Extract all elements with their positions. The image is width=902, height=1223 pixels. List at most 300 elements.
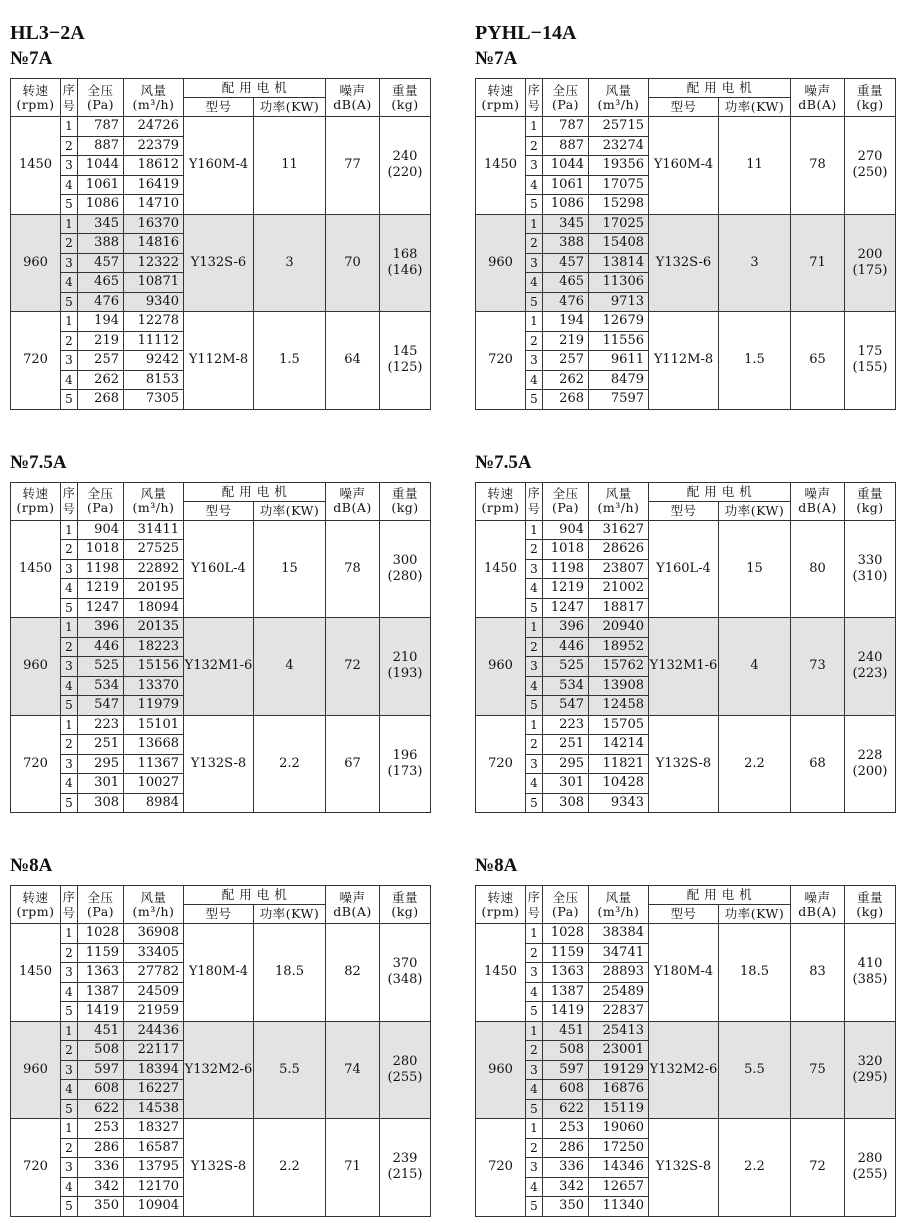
flow-cell: 28893 (589, 963, 649, 983)
header-pressure (543, 79, 589, 117)
header-motor-text: 配 用 电 机 (221, 80, 288, 95)
header-pressure-text: 全压 (87, 889, 114, 905)
seq-cell: 2 (526, 540, 543, 560)
header-motor-model-text: 型号 (670, 502, 697, 518)
flow-cell: 19129 (589, 1060, 649, 1080)
motor-power-cell: 2.2 (254, 715, 326, 813)
noise-cell: 67 (326, 715, 380, 813)
header-motor (649, 482, 791, 501)
header-pressure-text: (Pa) (86, 96, 115, 112)
noise-cell: 82 (326, 924, 380, 1022)
seq-cell: 1 (61, 1119, 78, 1139)
header-weight (380, 79, 431, 117)
pressure-cell: 268 (543, 390, 589, 410)
header-weight (380, 886, 431, 924)
seq-cell: 2 (61, 1041, 78, 1061)
pressure-cell: 622 (78, 1099, 124, 1119)
noise-cell: 71 (791, 214, 845, 312)
header-pressure-text: 全压 (87, 82, 114, 98)
weight-alt-value: (250) (852, 165, 888, 181)
noise-cell: 78 (791, 117, 845, 215)
flow-cell: 13668 (124, 735, 184, 755)
weight-cell (380, 1021, 431, 1119)
header-speed-text: 转速 (487, 486, 514, 501)
flow-cell: 16419 (124, 175, 184, 195)
header-noise (791, 79, 845, 117)
header-motor (184, 79, 326, 98)
pressure-cell: 1219 (543, 579, 589, 599)
weight-alt-value: (193) (387, 666, 423, 682)
header-motor-power (719, 905, 791, 924)
speed-cell: 1450 (11, 924, 61, 1022)
model-block (10, 46, 430, 410)
header-motor-model (649, 98, 719, 117)
spec-table (10, 885, 431, 1217)
header-seq-text: 序号 (527, 889, 541, 920)
motor-model-cell: Y132M1-6 (649, 618, 719, 716)
weight-alt-value: (173) (387, 763, 423, 779)
motor-power-cell: 1.5 (719, 312, 791, 410)
header-speed (11, 79, 61, 117)
header-speed (476, 482, 526, 520)
header-motor-model-text: 型号 (670, 906, 697, 921)
header-row (476, 482, 896, 501)
flow-cell: 12458 (589, 696, 649, 716)
weight-cell (845, 520, 896, 618)
seq-cell: 5 (526, 195, 543, 215)
header-pressure-text: 全压 (87, 486, 114, 501)
weight-value: 240 (392, 149, 418, 165)
motor-power-cell: 11 (254, 117, 326, 215)
flow-cell: 18952 (589, 637, 649, 657)
header-weight-text: 重量 (857, 889, 884, 905)
flow-cell: 7597 (589, 390, 649, 410)
noise-cell: 72 (326, 618, 380, 716)
pressure-cell: 350 (543, 1197, 589, 1217)
weight-value: 330 (857, 552, 883, 568)
seq-cell: 3 (61, 657, 78, 677)
pressure-cell: 608 (543, 1080, 589, 1100)
table-row (11, 520, 431, 540)
flow-cell: 18223 (124, 637, 184, 657)
seq-cell: 4 (61, 579, 78, 599)
header-noise-text: dB(A) (333, 500, 372, 515)
pressure-cell: 396 (78, 618, 124, 638)
seq-cell: 4 (526, 579, 543, 599)
weight-cell (380, 1119, 431, 1217)
flow-cell: 12657 (589, 1177, 649, 1197)
table-row (476, 214, 896, 234)
header-motor-power-text: 功率(KW) (724, 502, 785, 518)
header-seq-text: 序号 (62, 486, 76, 516)
header-motor-model (184, 98, 254, 117)
weight-alt-value: (155) (852, 360, 888, 376)
motor-power-cell: 4 (254, 618, 326, 716)
seq-cell: 3 (61, 963, 78, 983)
pressure-cell: 1387 (78, 982, 124, 1002)
noise-cell: 75 (791, 1021, 845, 1119)
header-pressure (78, 886, 124, 924)
model-title: №7A (10, 48, 53, 69)
header-seq (526, 482, 543, 520)
seq-cell: 4 (526, 273, 543, 293)
header-weight-text: 重量 (857, 82, 884, 98)
noise-cell: 77 (326, 117, 380, 215)
table-row (476, 1119, 896, 1139)
motor-power-cell: 5.5 (254, 1021, 326, 1119)
pressure-cell: 1219 (78, 579, 124, 599)
header-weight-text: (kg) (391, 500, 419, 515)
header-speed (476, 79, 526, 117)
weight-cell (380, 520, 431, 618)
header-flow-text: (m³/h) (597, 903, 640, 919)
table-row (11, 1021, 431, 1041)
header-weight-text: 重量 (392, 82, 419, 98)
seq-cell: 1 (526, 1119, 543, 1139)
flow-cell: 7305 (124, 390, 184, 410)
flow-cell: 28626 (589, 540, 649, 560)
header-motor-model (649, 905, 719, 924)
seq-cell: 1 (526, 214, 543, 234)
pressure-cell: 1061 (78, 175, 124, 195)
header-pressure-text: 全压 (552, 486, 579, 501)
seq-cell: 5 (61, 598, 78, 618)
header-flow-text: 风量 (605, 486, 632, 501)
header-flow (589, 886, 649, 924)
seq-cell: 5 (61, 1197, 78, 1217)
spec-table (475, 885, 896, 1217)
header-weight-text: 重量 (392, 486, 419, 501)
weight-cell (380, 214, 431, 312)
header-motor (184, 886, 326, 905)
table-row (476, 117, 896, 137)
pressure-cell: 787 (543, 117, 589, 137)
table-row (476, 312, 896, 332)
header-seq-text: 序号 (62, 82, 76, 113)
pressure-cell: 336 (543, 1158, 589, 1178)
speed-cell: 960 (476, 214, 526, 312)
seq-cell: 3 (61, 559, 78, 579)
table-row (11, 924, 431, 944)
seq-cell: 3 (61, 156, 78, 176)
flow-cell: 21959 (124, 1002, 184, 1022)
seq-cell: 5 (526, 292, 543, 312)
weight-cell (845, 312, 896, 410)
header-speed-text: (rpm) (481, 500, 520, 515)
weight-cell (380, 924, 431, 1022)
flow-cell: 10871 (124, 273, 184, 293)
pressure-cell: 1061 (543, 175, 589, 195)
flow-cell: 19060 (589, 1119, 649, 1139)
table-row (476, 520, 896, 540)
table-row (476, 715, 896, 735)
pressure-cell: 1044 (78, 156, 124, 176)
seq-cell: 1 (526, 520, 543, 540)
flow-cell: 15101 (124, 715, 184, 735)
header-motor-model (184, 905, 254, 924)
seq-cell: 4 (526, 175, 543, 195)
model-title: №7A (475, 48, 518, 69)
header-flow (589, 482, 649, 520)
motor-model-cell: Y132S-8 (184, 715, 254, 813)
seq-cell: 3 (526, 351, 543, 371)
seq-cell: 3 (526, 156, 543, 176)
motor-model-cell: Y132S-6 (649, 214, 719, 312)
pressure-cell: 1198 (78, 559, 124, 579)
flow-cell: 20135 (124, 618, 184, 638)
flow-cell: 9343 (589, 793, 649, 813)
header-weight-text: (kg) (856, 903, 884, 919)
weight-alt-value: (125) (387, 360, 423, 376)
header-speed (476, 886, 526, 924)
header-motor-text: 配 用 电 机 (686, 887, 753, 902)
weight-value: 370 (392, 956, 418, 972)
weight-value: 175 (857, 344, 883, 360)
seq-cell: 1 (61, 715, 78, 735)
pressure-cell: 268 (78, 390, 124, 410)
motor-power-cell: 2.2 (719, 1119, 791, 1217)
header-noise (326, 886, 380, 924)
header-motor-model-text: 型号 (205, 502, 232, 518)
table-row (11, 715, 431, 735)
seq-cell: 1 (526, 618, 543, 638)
speed-cell: 1450 (476, 117, 526, 215)
header-speed-text: 转速 (22, 82, 49, 98)
flow-cell: 22892 (124, 559, 184, 579)
header-motor-model (649, 501, 719, 520)
pressure-cell: 904 (78, 520, 124, 540)
pressure-cell: 388 (543, 234, 589, 254)
flow-cell: 21002 (589, 579, 649, 599)
header-pressure-text: 全压 (552, 889, 579, 905)
header-speed (11, 482, 61, 520)
header-seq-text: 序号 (527, 82, 541, 113)
weight-cell (845, 618, 896, 716)
seq-cell: 4 (61, 175, 78, 195)
seq-cell: 1 (61, 1021, 78, 1041)
header-motor-model-text: 型号 (670, 99, 697, 114)
motor-model-cell: Y180M-4 (649, 924, 719, 1022)
motor-power-cell: 5.5 (719, 1021, 791, 1119)
flow-cell: 27525 (124, 540, 184, 560)
seq-cell: 2 (526, 234, 543, 254)
flow-cell: 24509 (124, 982, 184, 1002)
header-noise-text: dB(A) (798, 903, 837, 919)
header-weight-text: (kg) (391, 96, 419, 112)
header-flow-text: 风量 (605, 82, 632, 98)
pressure-cell: 465 (78, 273, 124, 293)
series-title: PYHL−14A (475, 22, 577, 44)
motor-model-cell: Y160M-4 (184, 117, 254, 215)
weight-value: 210 (392, 650, 418, 666)
weight-alt-value: (200) (852, 763, 888, 779)
weight-value: 228 (857, 747, 883, 763)
seq-cell: 1 (61, 924, 78, 944)
header-seq (526, 79, 543, 117)
motor-model-cell: Y132M2-6 (649, 1021, 719, 1119)
header-seq (61, 886, 78, 924)
weight-alt-value: (215) (387, 1167, 423, 1183)
pressure-cell: 251 (543, 735, 589, 755)
header-noise (326, 79, 380, 117)
flow-cell: 12170 (124, 1177, 184, 1197)
weight-alt-value: (295) (852, 1069, 888, 1085)
pressure-cell: 622 (543, 1099, 589, 1119)
header-flow-text: (m³/h) (597, 500, 640, 515)
seq-cell: 1 (61, 520, 78, 540)
noise-cell: 83 (791, 924, 845, 1022)
seq-cell: 3 (526, 253, 543, 273)
pressure-cell: 262 (543, 370, 589, 390)
flow-cell: 23274 (589, 136, 649, 156)
seq-cell: 5 (526, 793, 543, 813)
speed-cell: 1450 (11, 117, 61, 215)
flow-cell: 9611 (589, 351, 649, 371)
seq-cell: 1 (61, 214, 78, 234)
flow-cell: 25413 (589, 1021, 649, 1041)
seq-cell: 2 (526, 1041, 543, 1061)
noise-cell: 74 (326, 1021, 380, 1119)
pressure-cell: 257 (78, 351, 124, 371)
weight-cell (380, 312, 431, 410)
speed-cell: 720 (476, 312, 526, 410)
pressure-cell: 887 (78, 136, 124, 156)
table-row (11, 117, 431, 137)
weight-alt-value: (348) (387, 972, 423, 988)
header-motor-model (184, 501, 254, 520)
weight-cell (845, 1021, 896, 1119)
pressure-cell: 345 (78, 214, 124, 234)
header-seq (526, 886, 543, 924)
table-row (476, 1021, 896, 1041)
weight-value: 280 (857, 1151, 883, 1167)
seq-cell: 3 (61, 351, 78, 371)
seq-cell: 5 (526, 598, 543, 618)
weight-alt-value: (220) (387, 165, 423, 181)
motor-model-cell: Y132M1-6 (184, 618, 254, 716)
pressure-cell: 308 (543, 793, 589, 813)
weight-cell (845, 117, 896, 215)
pressure-cell: 342 (78, 1177, 124, 1197)
seq-cell: 4 (526, 774, 543, 794)
seq-cell: 1 (526, 715, 543, 735)
flow-cell: 27782 (124, 963, 184, 983)
header-noise-text: dB(A) (333, 96, 372, 112)
seq-cell: 2 (61, 1138, 78, 1158)
spec-table (475, 482, 896, 814)
seq-cell: 5 (61, 1099, 78, 1119)
speed-cell: 1450 (476, 520, 526, 618)
pressure-cell: 476 (78, 292, 124, 312)
weight-cell (845, 715, 896, 813)
header-seq (61, 79, 78, 117)
seq-cell: 3 (61, 253, 78, 273)
weight-value: 168 (392, 246, 418, 262)
header-weight-text: (kg) (856, 500, 884, 515)
flow-cell: 22117 (124, 1041, 184, 1061)
header-flow-text: (m³/h) (132, 500, 175, 515)
flow-cell: 14816 (124, 234, 184, 254)
header-noise-text: dB(A) (333, 903, 372, 919)
flow-cell: 12322 (124, 253, 184, 273)
weight-alt-value: (255) (852, 1167, 888, 1183)
motor-power-cell: 4 (719, 618, 791, 716)
flow-cell: 20940 (589, 618, 649, 638)
model-block (475, 46, 895, 410)
weight-value: 320 (857, 1053, 883, 1069)
flow-cell: 18094 (124, 598, 184, 618)
header-row (11, 886, 431, 905)
flow-cell: 14346 (589, 1158, 649, 1178)
pressure-cell: 547 (78, 696, 124, 716)
motor-model-cell: Y180M-4 (184, 924, 254, 1022)
seq-cell: 1 (61, 618, 78, 638)
flow-cell: 22837 (589, 1002, 649, 1022)
header-flow-text: 风量 (140, 82, 167, 98)
flow-cell: 14214 (589, 735, 649, 755)
flow-cell: 11367 (124, 754, 184, 774)
header-noise-text: dB(A) (798, 500, 837, 515)
header-weight (845, 886, 896, 924)
motor-model-cell: Y132S-8 (649, 1119, 719, 1217)
flow-cell: 22379 (124, 136, 184, 156)
motor-model-cell: Y132S-6 (184, 214, 254, 312)
seq-cell: 3 (526, 657, 543, 677)
header-motor-text: 配 用 电 机 (686, 80, 753, 95)
flow-cell: 11821 (589, 754, 649, 774)
motor-power-cell: 1.5 (254, 312, 326, 410)
header-noise-text: 噪声 (804, 889, 831, 905)
flow-cell: 18817 (589, 598, 649, 618)
header-noise-text: 噪声 (339, 486, 366, 501)
flow-cell: 16587 (124, 1138, 184, 1158)
pressure-cell: 446 (78, 637, 124, 657)
header-pressure (543, 886, 589, 924)
header-motor (184, 482, 326, 501)
flow-cell: 10027 (124, 774, 184, 794)
seq-cell: 3 (526, 963, 543, 983)
header-row (476, 886, 896, 905)
header-motor-power (719, 501, 791, 520)
header-flow (124, 886, 184, 924)
header-flow (124, 482, 184, 520)
header-noise-text: 噪声 (804, 486, 831, 501)
pressure-cell: 1419 (78, 1002, 124, 1022)
seq-cell: 2 (526, 331, 543, 351)
flow-cell: 9713 (589, 292, 649, 312)
flow-cell: 16227 (124, 1080, 184, 1100)
pressure-cell: 508 (78, 1041, 124, 1061)
flow-cell: 24436 (124, 1021, 184, 1041)
pressure-cell: 1028 (78, 924, 124, 944)
pressure-cell: 887 (543, 136, 589, 156)
seq-cell: 3 (526, 1060, 543, 1080)
seq-cell: 4 (61, 1177, 78, 1197)
pressure-cell: 457 (543, 253, 589, 273)
pressure-cell: 446 (543, 637, 589, 657)
seq-cell: 4 (526, 676, 543, 696)
weight-alt-value: (223) (852, 666, 888, 682)
header-pressure-text: (Pa) (551, 500, 580, 515)
weight-value: 240 (857, 650, 883, 666)
flow-cell: 17250 (589, 1138, 649, 1158)
model-block (475, 853, 895, 1217)
flow-cell: 31411 (124, 520, 184, 540)
pressure-cell: 295 (543, 754, 589, 774)
pressure-cell: 301 (78, 774, 124, 794)
pressure-cell: 286 (543, 1138, 589, 1158)
flow-cell: 19356 (589, 156, 649, 176)
